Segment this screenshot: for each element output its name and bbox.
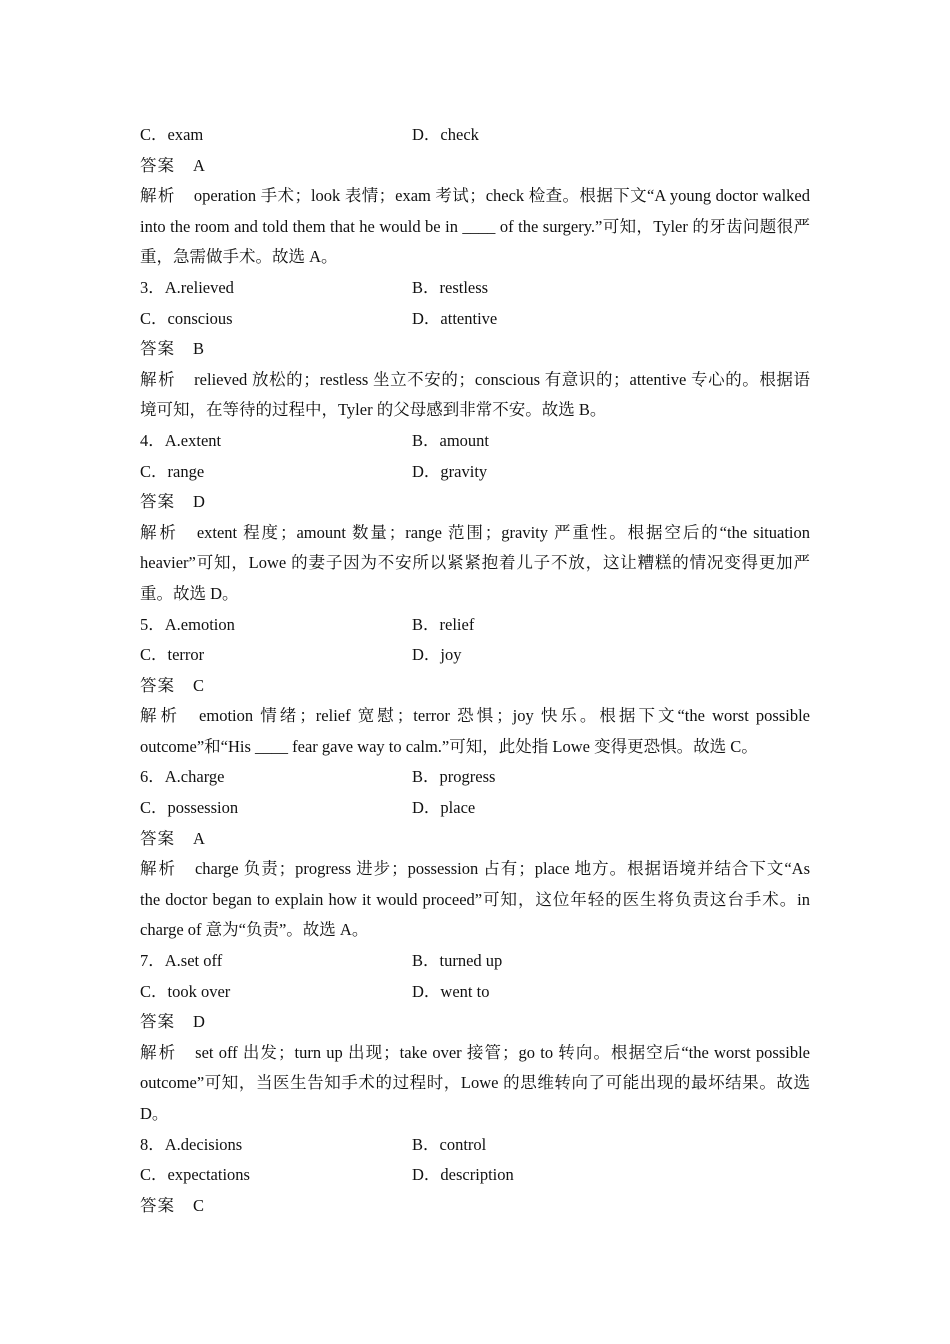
explanation: [140, 701, 810, 762]
option-b: B．amount: [412, 430, 489, 450]
option-b: D．check: [412, 125, 479, 144]
answer-line: [140, 824, 810, 855]
option-b: B．restless: [412, 277, 489, 297]
option-row: [140, 977, 810, 1008]
explanation-text: set off 出发；turn up 出现；take over 接管；go to 转向。根据空后“the worst possible outcome”可知，当医生告知手术的过程时，Lowe 的思维转向了可能出现的最坏结果。故选 D。: [140, 1042, 811, 1123]
explanation-text: emotion 情绪；relief 宽慰；terror 恐惧；joy 快乐。根据下文“the worst possible outcome”和“His ____ fear gave way to calm.”可知，此处指 Lowe 变得更恐惧。故选 C。: [140, 706, 811, 756]
explanation-text: extent 程度；amount 数量；range 范围；gravity 严重性。根据空后的“the situation heavier”可知，Lowe 的妻子因为不安所以紧紧抱着儿子不放，这让糟糕的情况变得更加严重。故选 D。: [140, 522, 811, 603]
option-row: [140, 426, 810, 457]
answer-value: A: [193, 828, 205, 848]
option-b: D．joy: [412, 645, 462, 665]
option-row: [140, 1160, 810, 1191]
option-a: C．range: [140, 461, 205, 481]
answer-line: [140, 151, 810, 182]
explanation: [140, 181, 810, 273]
option-b: D．attentive: [412, 308, 498, 328]
answer-label: 答案: [140, 1195, 175, 1215]
explanation-label: 解析: [140, 186, 176, 206]
answer-line: [140, 487, 810, 518]
answer-label: 答案: [140, 675, 175, 695]
explanation: [140, 518, 810, 610]
option-b: B．progress: [412, 767, 496, 787]
explanation-text: relieved 放松的；restless 坐立不安的；conscious 有意识的；attentive 专心的。根据语境可知，在等待的过程中，Tyler 的父母感到非常不安。故选 B。: [140, 369, 811, 420]
explanation-label: 解析: [140, 369, 177, 389]
option-row: [140, 273, 810, 304]
answer-value: D: [193, 1012, 205, 1032]
option-a: C．possession: [140, 798, 239, 818]
explanation-label: 解析: [140, 706, 182, 726]
answer-value: C: [193, 1195, 205, 1215]
answer-label: 答案: [140, 1012, 175, 1032]
answer-line: [140, 1191, 810, 1222]
document-page: [140, 120, 810, 1221]
answer-label: 答案: [140, 828, 175, 848]
answer-line: [140, 334, 810, 365]
option-b: B．turned up: [412, 951, 503, 971]
option-a: 8．A.decisions: [140, 1134, 243, 1154]
answer-value: B: [193, 339, 205, 359]
option-a: C．terror: [140, 645, 205, 665]
answer-label: 答案: [140, 492, 175, 512]
option-a: 7．A.set off: [140, 951, 223, 971]
explanation-label: 解析: [140, 1042, 178, 1062]
explanation-label: 解析: [140, 859, 177, 879]
explanation-text: operation 手术；look 表情；exam 考试；check 检查。根据下文“A young doctor walked into the room and told them that he would be in ____ of the surgery.”可知，Tyler 的牙齿问题很严重，急需做手术。故选 A。: [140, 186, 811, 267]
answer-label: 答案: [140, 339, 175, 359]
option-b: D．place: [412, 798, 476, 818]
option-a: 3．A.relieved: [140, 277, 234, 297]
answer-line: [140, 1007, 810, 1038]
option-b: B．relief: [412, 614, 475, 634]
option-b: D．gravity: [412, 461, 488, 481]
answer-value: A: [193, 155, 205, 175]
option-row: [140, 304, 810, 335]
option-a: C．took over: [140, 981, 231, 1001]
explanation: [140, 854, 810, 946]
answer-value: C: [193, 675, 205, 695]
option-a: C．expectations: [140, 1165, 250, 1185]
option-row: [140, 762, 810, 793]
option-row: [140, 120, 810, 151]
option-row: [140, 457, 810, 488]
option-row: [140, 946, 810, 977]
answer-label: 答案: [140, 155, 175, 175]
option-b: B．control: [412, 1134, 487, 1154]
option-a: 5．A.emotion: [140, 614, 235, 634]
option-b: D．description: [412, 1165, 514, 1185]
answer-value: D: [193, 492, 205, 512]
explanation-text: charge 负责；progress 进步；possession 占有；place 地方。根据语境并结合下文“As the doctor began to explain how it would proceed”可知，这位年轻的医生将负责这台手术。in charge of 意为“负责”。故选 A。: [140, 859, 810, 940]
option-a: 4．A.extent: [140, 430, 222, 450]
option-row: [140, 1130, 810, 1161]
answer-line: [140, 671, 810, 702]
option-b: D．went to: [412, 981, 490, 1001]
explanation: [140, 1038, 810, 1130]
option-row: [140, 793, 810, 824]
option-row: [140, 610, 810, 641]
explanation: [140, 365, 810, 426]
explanation-label: 解析: [140, 522, 179, 542]
option-row: [140, 640, 810, 671]
option-a: C．conscious: [140, 308, 233, 328]
option-a: C．exam: [140, 125, 204, 144]
option-a: 6．A.charge: [140, 767, 225, 787]
